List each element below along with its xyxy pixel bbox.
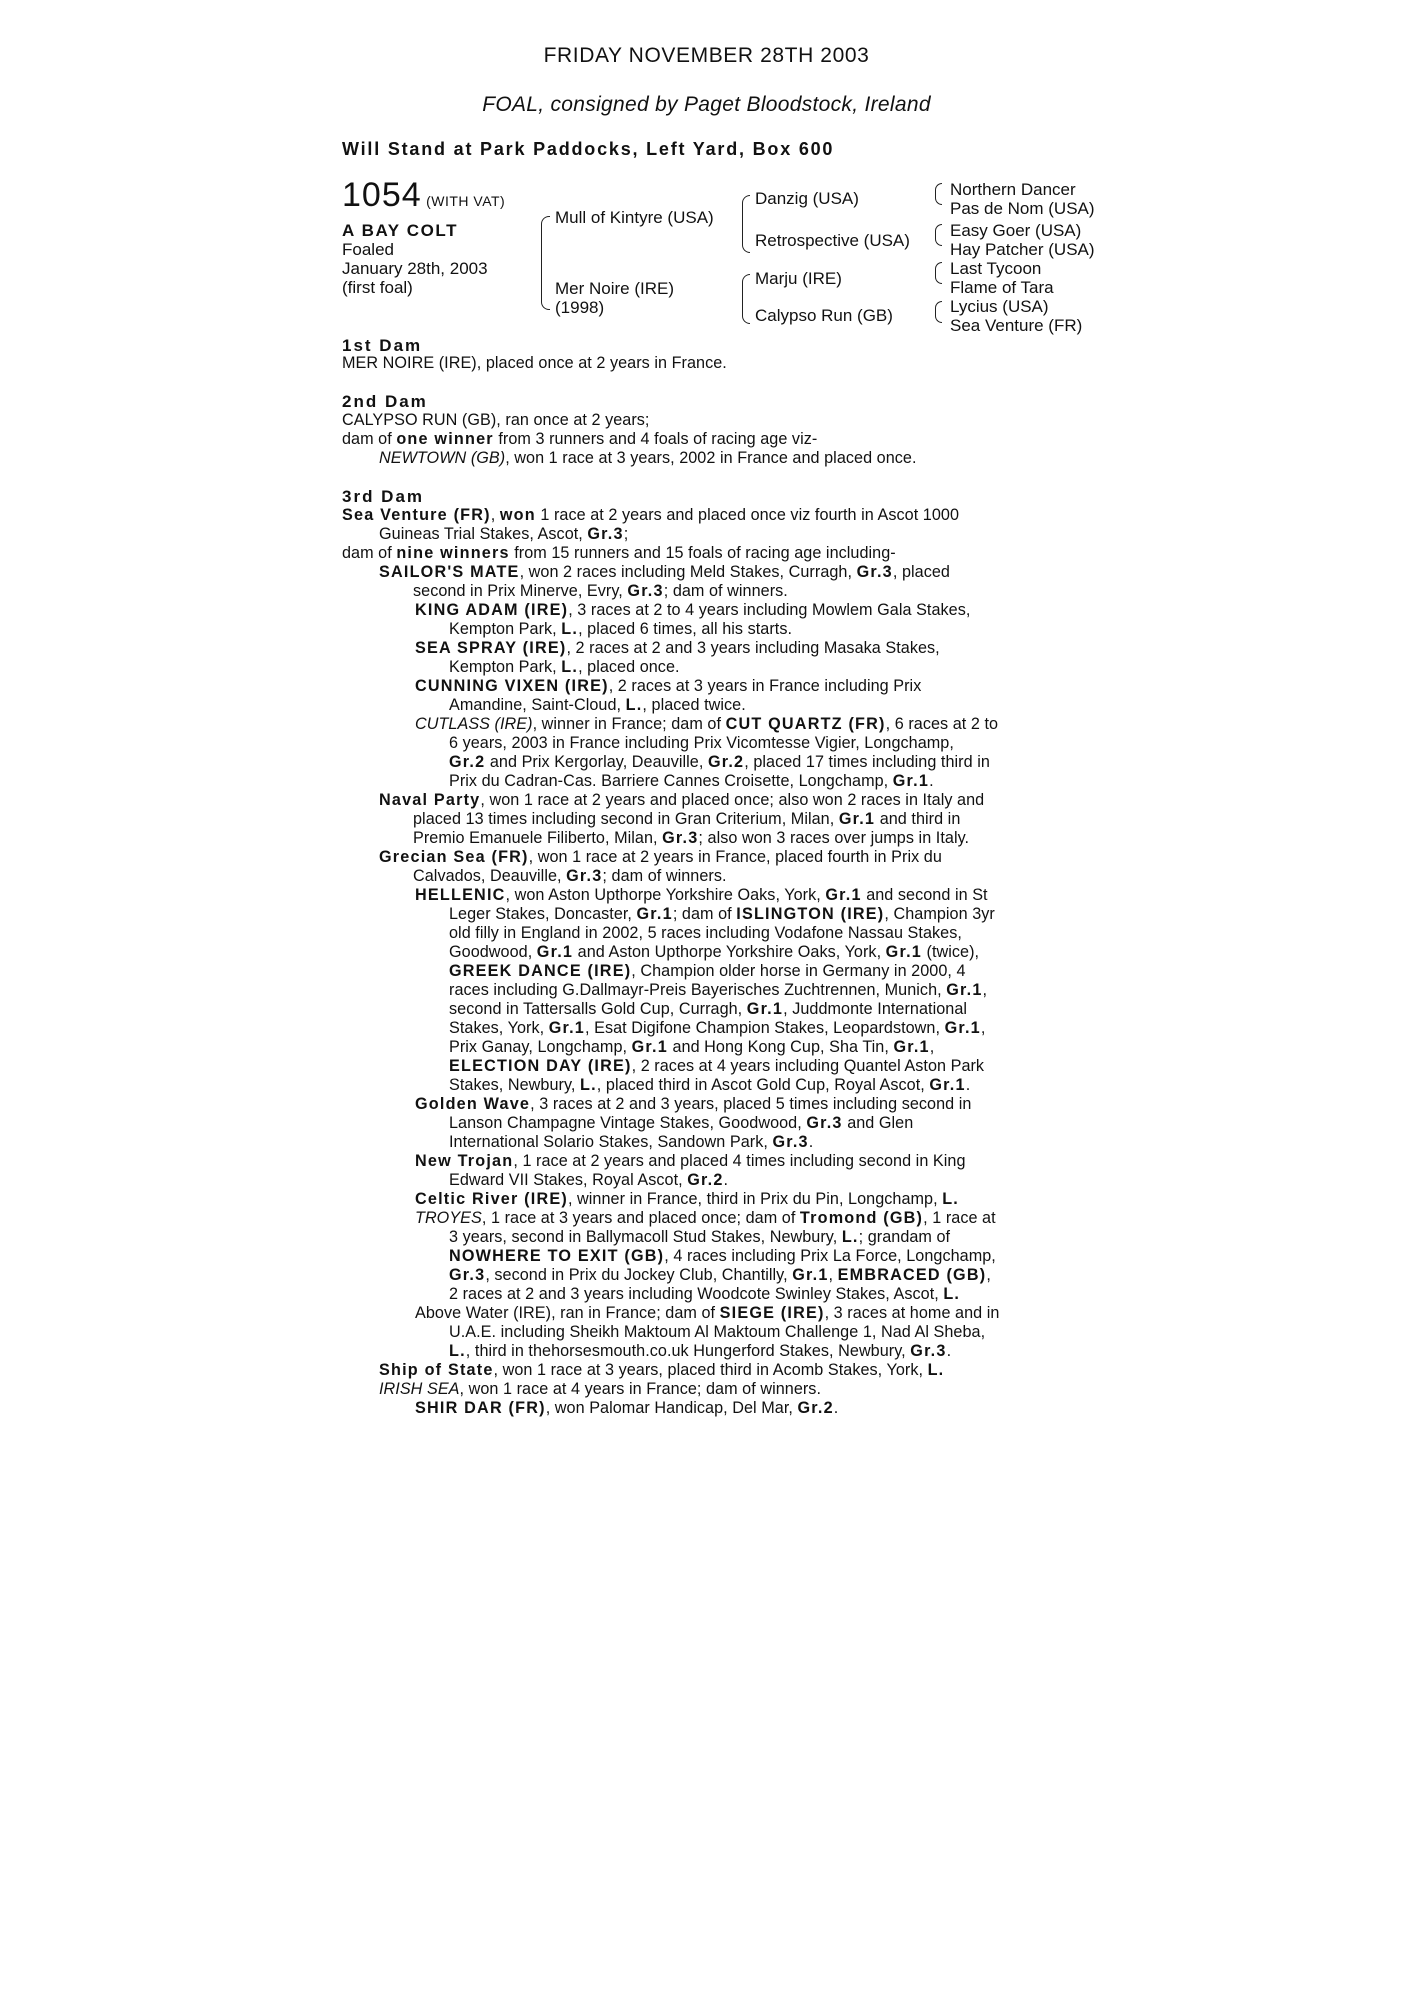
text: second in Prix Minerve, Evry, (413, 582, 628, 600)
consignor-line: FOAL, consigned by Paget Bloodstock, Ireland (482, 93, 931, 116)
third-dam-line (449, 1171, 728, 1190)
third-dam-line (379, 791, 984, 810)
pedigree-dam-sire: Marju (IRE) (755, 269, 842, 288)
text: , won 1 race at 3 years, 2002 in France and placed once. (505, 449, 917, 467)
pedigree-g2: Pas de Nom (USA) (950, 199, 1095, 218)
third-dam-line (379, 1380, 821, 1399)
text: Kempton Park, (449, 620, 562, 638)
text: ; dam of winners. (602, 867, 727, 885)
text: , won 2 races including Meld Stakes, Curragh, (519, 563, 857, 581)
third-dam-line (415, 886, 988, 905)
grade: Gr.1 (536, 943, 574, 961)
horse-name: Sea Venture (FR) (342, 506, 491, 524)
text: races including G.Dallmayr-Preis Bayerisches Zuchtrennen, Munich, (449, 981, 947, 999)
text: , (929, 1038, 935, 1056)
grade: L. (943, 1285, 961, 1303)
horse-name: Tromond (GB) (799, 1209, 924, 1227)
text: , 2 races at 3 years in France including Prix (608, 677, 922, 695)
text-bold: one winner (396, 430, 494, 448)
third-dam-line (379, 563, 950, 582)
text: , 1 race at 3 years and placed once; dam of (481, 1209, 800, 1227)
text: Stakes, York, (449, 1019, 549, 1037)
foaled-label: Foaled (342, 240, 394, 259)
lot-description: A BAY COLT (342, 221, 459, 240)
foal-note: (first foal) (342, 278, 413, 297)
third-dam-line (415, 639, 940, 658)
third-dam-line (415, 1190, 959, 1209)
grade: Gr.1 (892, 772, 930, 790)
text: , third in thehorsesmouth.co.uk Hungerford Stakes, Newbury, (465, 1342, 911, 1360)
third-dam-line (449, 1342, 951, 1361)
horse-name: ELECTION DAY (IRE) (449, 1057, 632, 1075)
grade: Gr.2 (449, 753, 486, 771)
sale-date: FRIDAY NOVEMBER 28TH 2003 (543, 44, 870, 67)
lot-vat: (WITH VAT) (426, 193, 506, 209)
third-dam-line (449, 658, 680, 677)
horse-name: Celtic River (IRE) (415, 1190, 568, 1208)
text: . (929, 772, 934, 790)
grade: Gr.2 (707, 753, 745, 771)
grade: Gr.1 (636, 905, 673, 923)
pedigree-dam-dam: Calypso Run (GB) (755, 306, 893, 325)
grade: Gr.3 (772, 1133, 809, 1151)
third-dam-line (449, 1133, 813, 1152)
horse-name: KING ADAM (IRE) (415, 601, 569, 619)
text: , 2 races at 4 years including Quantel Aston Park (631, 1057, 985, 1075)
text: dam of (342, 430, 397, 448)
horse-name: New Trojan (415, 1152, 514, 1170)
third-dam-line (449, 696, 746, 715)
grade: Gr.1 (548, 1019, 585, 1037)
grade: L. (449, 1342, 466, 1360)
third-dam-line (413, 829, 969, 848)
grade: Gr.3 (662, 829, 699, 847)
horse-name: HELLENIC (415, 886, 506, 904)
text: , won 1 race at 2 years in France, placed fourth in Prix du (528, 848, 942, 866)
pedigree-dam-year: (1998) (555, 298, 605, 317)
grade: Gr.1 (885, 943, 922, 961)
horse-name: SAILOR'S MATE (379, 563, 520, 581)
third-dam-line (449, 962, 966, 981)
pedigree-g7: Lycius (USA) (950, 297, 1049, 316)
grade: Gr.1 (792, 1266, 829, 1284)
pedigree-sire: Mull of Kintyre (USA) (555, 208, 714, 227)
pedigree-brace-sire (742, 195, 750, 253)
text: Stakes, Newbury, (449, 1076, 580, 1094)
text: Leger Stakes, Doncaster, (449, 905, 637, 923)
third-dam-line (449, 772, 934, 791)
text: , placed twice. (642, 696, 746, 714)
text: (twice), (921, 943, 980, 961)
text: and Prix Kergorlay, Deauville, (485, 753, 708, 771)
text: , placed 17 times including third in (744, 753, 990, 771)
text: ; dam of (672, 905, 737, 923)
text: ; dam of winners. (663, 582, 788, 600)
third-dam-line (342, 544, 896, 563)
grade: Gr.3 (806, 1114, 843, 1132)
pedigree-brace-g1 (935, 183, 942, 205)
grade: Gr.1 (746, 1000, 784, 1018)
third-dam-line (415, 1209, 996, 1228)
horse-name: NEWTOWN (GB) (379, 449, 506, 467)
grade: Gr.3 (449, 1266, 486, 1284)
text: . (946, 1342, 952, 1360)
grade: L. (625, 696, 643, 714)
pedigree-g4: Hay Patcher (USA) (950, 240, 1095, 259)
text: , second in Prix du Jockey Club, Chantilly, (485, 1266, 793, 1284)
third-dam-line (449, 1285, 960, 1304)
text: Above Water (IRE), ran in France; dam of (415, 1304, 720, 1322)
third-dam-line (449, 943, 979, 962)
horse-name: Grecian Sea (FR) (379, 848, 529, 866)
third-dam-line (379, 848, 942, 867)
third-dam-line (413, 867, 727, 886)
text: , 3 races at 2 to 4 years including Mowlem Gala Stakes, (568, 601, 971, 619)
horse-name: NOWHERE TO EXIT (GB) (449, 1247, 665, 1265)
text: and Hong Kong Cup, Sha Tin, (667, 1038, 894, 1056)
text: , 1 race at 2 years and placed 4 times including second in King (513, 1152, 966, 1170)
text: ; grandam of (858, 1228, 951, 1246)
grade: Gr.1 (944, 1019, 981, 1037)
text: Prix Ganay, Longchamp, (449, 1038, 632, 1056)
text: ; (623, 525, 629, 543)
text: , Esat Digifone Champion Stakes, Leopardstown, (585, 1019, 945, 1037)
grade: L. (561, 658, 579, 676)
horse-name: IRISH SEA (379, 1380, 460, 1398)
horse-name: CUTLASS (IRE) (415, 715, 533, 733)
third-dam-line (449, 1000, 967, 1019)
text: , (980, 1019, 986, 1037)
third-dam-line (449, 1038, 934, 1057)
pedigree-sire-dam: Retrospective (USA) (755, 231, 910, 250)
third-dam-line (449, 905, 995, 924)
text: 1 race at 2 years and placed once viz fourth in Ascot 1000 (535, 506, 959, 524)
third-dam-line (379, 1361, 944, 1380)
text: . (833, 1399, 839, 1417)
text: , won 1 race at 2 years and placed once; also won 2 races in Italy and (480, 791, 985, 809)
text: Guineas Trial Stakes, Ascot, (379, 525, 588, 543)
second-dam-heading: 2nd Dam (342, 392, 428, 411)
third-dam-line: old filly in England in 2002, 5 races including Vodafone Nassau Stakes, (449, 924, 962, 942)
horse-name: Golden Wave (415, 1095, 531, 1113)
pedigree-brace-g4 (935, 301, 942, 323)
third-dam-line (342, 506, 959, 525)
third-dam-line (449, 1228, 950, 1247)
text: , Champion 3yr (884, 905, 995, 923)
text: , Champion older horse in Germany in 2000, 4 (631, 962, 966, 980)
third-dam-line (415, 715, 998, 734)
horse-name: SEA SPRAY (IRE) (415, 639, 567, 657)
third-dam-line: 6 years, 2003 in France including Prix Vicomtesse Vigier, Longchamp, (449, 734, 954, 752)
text: , (982, 981, 988, 999)
horse-name: EMBRACED (GB) (837, 1266, 987, 1284)
text: , 6 races at 2 to (885, 715, 999, 733)
text: from 15 runners and 15 foals of racing age including- (509, 544, 896, 562)
text: , 1 race at (923, 1209, 996, 1227)
text: 2 races at 2 and 3 years including Woodcote Swinley Stakes, Ascot, (449, 1285, 944, 1303)
third-dam-line: U.A.E. including Sheikh Maktoum Al Maktoum Challenge 1, Nad Al Sheba, (449, 1323, 986, 1341)
text: , 2 races at 2 and 3 years including Masaka Stakes, (566, 639, 940, 657)
text: , placed 6 times, all his starts. (578, 620, 793, 638)
text: and Aston Upthorpe Yorkshire Oaks, York, (573, 943, 886, 961)
grade: Gr.3 (627, 582, 664, 600)
third-dam-line (413, 582, 788, 601)
third-dam-line (449, 1019, 985, 1038)
grade: Gr.2 (797, 1399, 834, 1417)
second-dam-line1: CALYPSO RUN (GB), ran once at 2 years; (342, 411, 650, 429)
text: Edward VII Stakes, Royal Ascot, (449, 1171, 688, 1189)
third-dam-line (449, 753, 990, 772)
text: Lanson Champagne Vintage Stakes, Goodwood, (449, 1114, 807, 1132)
text: , placed once. (578, 658, 680, 676)
text: , 4 races including Prix La Force, Longchamp, (664, 1247, 996, 1265)
grade: Gr.1 (825, 886, 862, 904)
text: , won Palomar Handicap, Del Mar, (545, 1399, 798, 1417)
third-dam-line (449, 1266, 991, 1285)
lot-number-line (342, 176, 505, 215)
third-dam-line (449, 1114, 913, 1133)
third-dam-line (449, 1076, 970, 1095)
text: and Glen (842, 1114, 914, 1132)
third-dam-line (379, 525, 628, 544)
pedigree-sire-sire: Danzig (USA) (755, 189, 859, 208)
text: , won Aston Upthorpe Yorkshire Oaks, York, (505, 886, 826, 904)
pedigree-brace-main (541, 216, 550, 310)
text-bold: won (499, 506, 536, 524)
text: . (808, 1133, 814, 1151)
grade: Gr.1 (838, 810, 876, 828)
third-dam-line (449, 1057, 984, 1076)
pedigree-dam: Mer Noire (IRE) (555, 279, 675, 298)
horse-name: Ship of State (379, 1361, 494, 1379)
text: from 3 runners and 4 foals of racing age viz- (493, 430, 818, 448)
first-dam-heading: 1st Dam (342, 336, 423, 355)
horse-name: SIEGE (IRE) (719, 1304, 825, 1322)
grade: Gr.2 (687, 1171, 724, 1189)
text: , winner in France, third in Prix du Pin, Longchamp, (567, 1190, 943, 1208)
grade: Gr.1 (631, 1038, 668, 1056)
pedigree-g1: Northern Dancer (950, 180, 1076, 199)
second-dam-line2 (342, 430, 817, 449)
text: , 3 races at home and in (824, 1304, 1000, 1322)
stand-location: Will Stand at Park Paddocks, Left Yard, Box 600 (342, 139, 835, 159)
text: , placed (892, 563, 950, 581)
third-dam-line (415, 677, 921, 696)
third-dam-line (449, 981, 987, 1000)
third-dam-line (415, 1152, 966, 1171)
grade: Gr.3 (856, 563, 893, 581)
third-dam-line (415, 601, 970, 620)
text: second in Tattersalls Gold Cup, Curragh, (449, 1000, 747, 1018)
text: , (490, 506, 500, 524)
third-dam-line (449, 620, 792, 639)
text: , Juddmonte International (783, 1000, 968, 1018)
third-dam-line (449, 1247, 996, 1266)
second-dam-line3 (379, 449, 917, 468)
text: Goodwood, (449, 943, 537, 961)
grade: Gr.3 (566, 867, 603, 885)
text: Calvados, Deauville, (413, 867, 567, 885)
third-dam-line (413, 810, 960, 829)
grade: Gr.1 (893, 1038, 930, 1056)
foaled-date: January 28th, 2003 (342, 259, 488, 278)
grade: Gr.3 (587, 525, 624, 543)
grade: Gr.3 (910, 1342, 947, 1360)
text: placed 13 times including second in Gran Criterium, Milan, (413, 810, 839, 828)
horse-name: CUT QUARTZ (FR) (725, 715, 886, 733)
grade: Gr.1 (929, 1076, 966, 1094)
grade: L. (942, 1190, 959, 1208)
third-dam-line (415, 1399, 838, 1418)
text: Kempton Park, (449, 658, 562, 676)
text: ; also won 3 races over jumps in Italy. (698, 829, 970, 847)
horse-name: TROYES (415, 1209, 482, 1227)
horse-name: GREEK DANCE (IRE) (449, 962, 632, 980)
third-dam-heading: 3rd Dam (342, 487, 425, 506)
text: . (965, 1076, 971, 1094)
grade: L. (841, 1228, 859, 1246)
first-dam-text: MER NOIRE (IRE), placed once at 2 years in France. (342, 354, 727, 372)
third-dam-line (415, 1304, 999, 1323)
text: , 3 races at 2 and 3 years, placed 5 times including second in (530, 1095, 972, 1113)
horse-name: SHIR DAR (FR) (415, 1399, 546, 1417)
pedigree-brace-g3 (935, 262, 942, 284)
pedigree-g5: Last Tycoon (950, 259, 1042, 278)
text: International Solario Stakes, Sandown Park, (449, 1133, 773, 1151)
text: dam of (342, 544, 397, 562)
grade: Gr.1 (946, 981, 983, 999)
third-dam-line (415, 1095, 971, 1114)
text: , winner in France; dam of (532, 715, 726, 733)
text: , placed third in Ascot Gold Cup, Royal Ascot, (596, 1076, 930, 1094)
pedigree-g8: Sea Venture (FR) (950, 316, 1083, 335)
text: Premio Emanuele Filiberto, Milan, (413, 829, 663, 847)
text: Amandine, Saint-Cloud, (449, 696, 626, 714)
horse-name: Naval Party (379, 791, 481, 809)
pedigree-brace-dam (742, 274, 750, 324)
grade: L. (561, 620, 579, 638)
text: Prix du Cadran-Cas. Barriere Cannes Croisette, Longchamp, (449, 772, 893, 790)
text-bold: nine winners (396, 544, 510, 562)
text: and second in St (861, 886, 988, 904)
pedigree-g6: Flame of Tara (950, 278, 1054, 297)
text: and third in (875, 810, 961, 828)
text: , won 1 race at 4 years in France; dam of winners. (459, 1380, 822, 1398)
pedigree-brace-g2 (935, 224, 942, 246)
pedigree-g3: Easy Goer (USA) (950, 221, 1082, 240)
horse-name: ISLINGTON (IRE) (736, 905, 885, 923)
grade: L. (927, 1361, 945, 1379)
text: , (986, 1266, 991, 1284)
text: . (723, 1171, 729, 1189)
text: , (828, 1266, 838, 1284)
text: , won 1 race at 3 years, placed third in Acomb Stakes, York, (493, 1361, 928, 1379)
horse-name: CUNNING VIXEN (IRE) (415, 677, 609, 695)
lot-number: 1054 (342, 176, 422, 214)
text: 3 years, second in Ballymacoll Stud Stakes, Newbury, (449, 1228, 842, 1246)
grade: L. (580, 1076, 597, 1094)
